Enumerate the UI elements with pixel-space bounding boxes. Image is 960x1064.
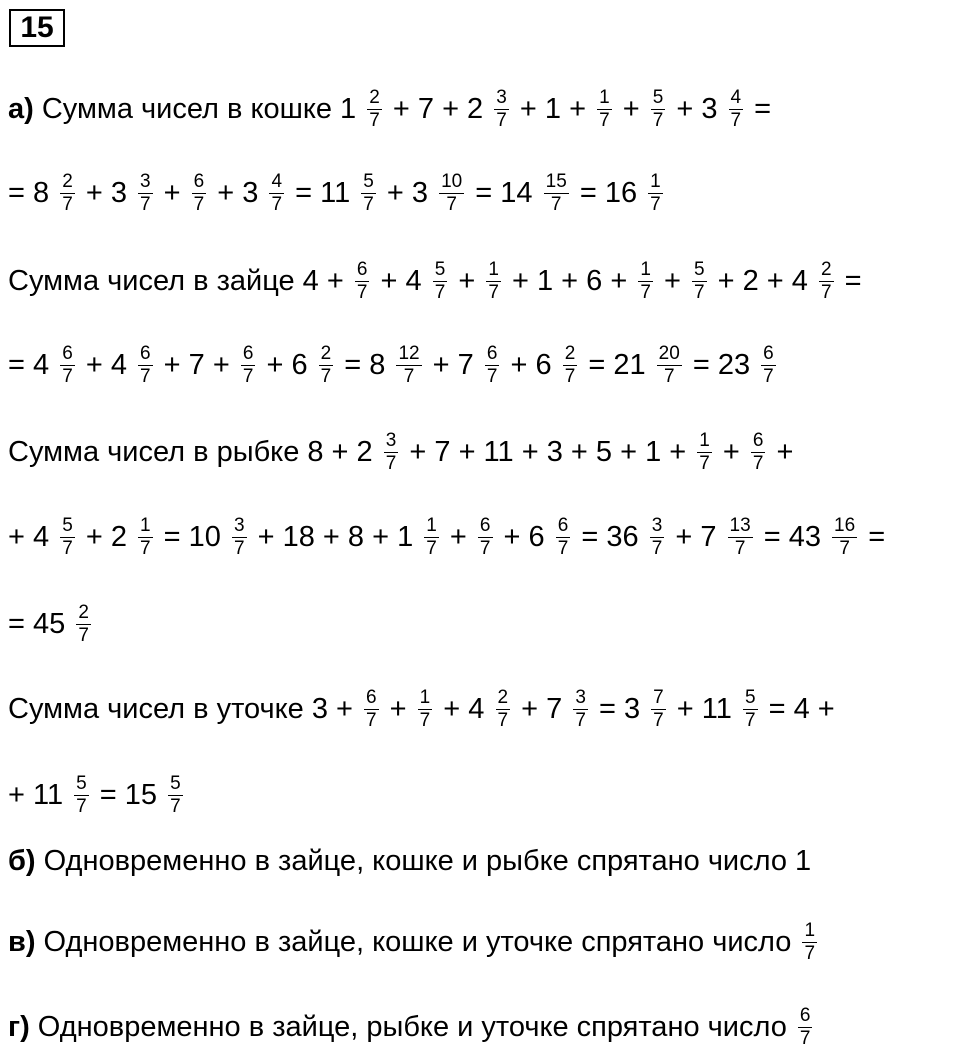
fraction-numerator: 12 (398, 342, 420, 364)
expression-text: + 11 (8, 778, 72, 811)
expression-text: = 4 + (760, 692, 835, 725)
fraction-denominator: 7 (479, 537, 491, 559)
expression-text: = 14 (467, 176, 541, 209)
fraction-numerator: 2 (369, 86, 380, 108)
expression-text: = 23 (684, 348, 759, 381)
fraction-denominator: 7 (839, 537, 850, 559)
fraction (138, 515, 153, 560)
expression-text: + 3 (209, 176, 267, 209)
fraction-numerator: 6 (140, 342, 151, 364)
fraction-denominator: 7 (557, 537, 569, 559)
fraction-denominator: 7 (496, 109, 507, 131)
fraction-denominator: 7 (385, 452, 397, 474)
fraction-denominator: 7 (419, 709, 431, 731)
expression-text: + 7 (667, 520, 725, 553)
fraction-denominator: 7 (140, 365, 151, 387)
fraction-numerator: 6 (479, 514, 491, 536)
fraction-denominator: 7 (76, 795, 87, 817)
fraction-denominator: 7 (434, 281, 446, 303)
fraction (319, 343, 334, 388)
expression-text: + 2 (77, 520, 136, 553)
fraction-numerator: 6 (486, 342, 498, 364)
expression-text: = 10 (155, 520, 229, 553)
fraction-numerator: 5 (363, 170, 374, 192)
fraction (269, 171, 284, 216)
fraction-numerator: 3 (651, 514, 663, 536)
fraction (355, 259, 370, 304)
fraction-denominator: 7 (744, 709, 756, 731)
fraction (168, 773, 183, 818)
fraction-denominator: 7 (242, 365, 254, 387)
expression-text: + (381, 692, 415, 725)
fraction (361, 171, 376, 216)
expression-text: + 6 (502, 348, 560, 381)
expression-text: Одновременно в зайце, кошке и рыбке спрятано число 1 (35, 844, 812, 877)
fraction-denominator: 7 (804, 942, 816, 964)
expression-text: + 1 + (511, 92, 595, 125)
fraction-numerator: 1 (419, 686, 431, 708)
expression-text: = 43 (755, 520, 830, 553)
expression-text: = 15 (91, 778, 166, 811)
fraction (60, 171, 75, 216)
item-label: в) (8, 925, 36, 958)
fraction (478, 515, 493, 560)
fraction-numerator: 6 (62, 342, 73, 364)
fraction-denominator: 7 (356, 281, 368, 303)
fraction-numerator: 5 (170, 772, 181, 794)
fraction (819, 259, 834, 304)
fraction-denominator: 7 (650, 193, 661, 215)
fraction (76, 602, 91, 647)
fraction-numerator: 5 (62, 514, 73, 536)
fraction-numerator: 6 (752, 429, 764, 451)
fraction-numerator: 3 (140, 170, 151, 192)
fraction-numerator: 6 (356, 258, 368, 280)
fraction-denominator: 7 (140, 537, 151, 559)
fraction (832, 515, 857, 560)
fraction (433, 259, 448, 304)
expression-text: + 6 (258, 348, 316, 381)
fraction (651, 687, 666, 732)
fraction-numerator: 4 (730, 86, 742, 108)
fraction (597, 87, 612, 132)
fraction (424, 515, 439, 560)
fraction-numerator: 2 (820, 258, 832, 280)
fraction (60, 343, 75, 388)
expression-text: + 2 + 4 (709, 264, 816, 297)
fraction-denominator: 7 (62, 193, 73, 215)
expression-text: = 3 (590, 692, 649, 725)
expression-text: = 8 (336, 348, 394, 381)
fraction-denominator: 7 (193, 193, 205, 215)
expression-text: = 11 (287, 176, 359, 209)
fraction (651, 87, 666, 132)
fraction (638, 259, 653, 304)
expression-text: = 21 (580, 348, 654, 381)
fraction-numerator: 3 (575, 686, 586, 708)
fraction-denominator: 7 (734, 537, 746, 559)
fraction-numerator: 3 (233, 514, 245, 536)
expression-text: + 18 + 8 + 1 (249, 520, 422, 553)
fraction-denominator: 7 (693, 281, 705, 303)
fraction (692, 259, 707, 304)
fraction-denominator: 7 (763, 365, 774, 387)
expression-text: + 4 (372, 264, 430, 297)
expression-text: + 7 + 11 + 3 + 5 + 1 + (401, 435, 695, 468)
fraction (138, 171, 153, 216)
fraction-numerator: 6 (799, 1004, 811, 1026)
line-a-cat-sum-continued (8, 163, 666, 223)
fraction-denominator: 7 (820, 281, 832, 303)
expression-text: = 4 (8, 348, 58, 381)
line-fish-sum-result (8, 594, 94, 654)
fraction-numerator: 6 (763, 342, 774, 364)
fraction-numerator: 16 (834, 514, 856, 536)
fraction (494, 87, 509, 132)
expression-text: + (714, 435, 748, 468)
expression-text: + 11 (668, 692, 740, 725)
expression-text: + 3 (378, 176, 437, 209)
line-a-cat-sum (8, 79, 771, 139)
fraction-numerator: 3 (496, 86, 507, 108)
fraction-numerator: 1 (804, 919, 816, 941)
expression-text: = 16 (571, 176, 646, 209)
expression-text: + (768, 435, 794, 468)
expression-text: + 7 (424, 348, 482, 381)
fraction-denominator: 7 (652, 109, 664, 131)
line-hare-sum (8, 251, 862, 311)
line-duck-sum-continued (8, 765, 186, 825)
fraction-denominator: 7 (488, 281, 499, 303)
fraction-denominator: 7 (752, 452, 764, 474)
fraction-denominator: 7 (369, 109, 380, 131)
expression-text: Сумма чисел в кошке 1 (33, 92, 365, 125)
fraction (367, 87, 382, 132)
fraction-denominator: 7 (62, 537, 73, 559)
fraction (485, 343, 500, 388)
fraction-numerator: 1 (140, 514, 151, 536)
fraction (439, 171, 464, 216)
expression-text: = (836, 264, 862, 297)
fraction (573, 687, 588, 732)
fraction (802, 920, 817, 965)
fraction (697, 430, 712, 475)
fraction-numerator: 6 (193, 170, 205, 192)
fraction-denominator: 7 (170, 795, 181, 817)
expression-text: + 3 (668, 92, 726, 125)
expression-text: = 36 (573, 520, 647, 553)
fraction (241, 343, 256, 388)
fraction-denominator: 7 (640, 281, 651, 303)
fraction-numerator: 1 (426, 514, 437, 536)
fraction-numerator: 5 (693, 258, 705, 280)
fraction-numerator: 5 (434, 258, 446, 280)
fraction-denominator: 7 (550, 193, 562, 215)
expression-text: Одновременно в зайце, кошке и уточке спрятано число (35, 925, 800, 958)
item-label: б) (8, 844, 36, 877)
fraction-denominator: 7 (575, 709, 586, 731)
fraction-numerator: 1 (650, 170, 661, 192)
fraction (743, 687, 758, 732)
expression-text: + 4 (77, 348, 136, 381)
fraction-numerator: 4 (271, 170, 283, 192)
expression-text: + (441, 520, 475, 553)
fraction-numerator: 2 (497, 686, 509, 708)
expression-text: + 7 + (155, 348, 238, 381)
fraction (798, 1005, 813, 1050)
fraction (751, 430, 766, 475)
task-number-box: 15 (9, 9, 65, 47)
fraction-numerator: 1 (599, 86, 610, 108)
fraction (74, 773, 89, 818)
fraction (384, 430, 399, 475)
expression-text: + 7 + 2 (384, 92, 492, 125)
fraction (657, 343, 682, 388)
expression-text: = 8 (8, 176, 58, 209)
fraction-numerator: 10 (441, 170, 463, 192)
fraction (418, 687, 433, 732)
fraction-denominator: 7 (233, 537, 245, 559)
line-g-answer (8, 997, 815, 1057)
fraction (486, 259, 501, 304)
expression-text: = (860, 520, 886, 553)
fraction-numerator: 2 (62, 170, 73, 192)
fraction-denominator: 7 (426, 537, 437, 559)
expression-text: + (450, 264, 484, 297)
fraction (650, 515, 665, 560)
expression-text: + 4 (435, 692, 493, 725)
expression-text: + 7 (513, 692, 571, 725)
expression-text: + (614, 92, 648, 125)
fraction-denominator: 7 (653, 709, 664, 731)
fraction-numerator: 5 (744, 686, 756, 708)
fraction-denominator: 7 (271, 193, 283, 215)
fraction (761, 343, 776, 388)
fraction-numerator: 6 (366, 686, 377, 708)
expression-text: + 4 (8, 520, 58, 553)
fraction-denominator: 7 (486, 365, 498, 387)
fraction-denominator: 7 (403, 365, 415, 387)
fraction-numerator: 1 (488, 258, 499, 280)
fraction-numerator: 20 (658, 342, 680, 364)
fraction-denominator: 7 (799, 1027, 811, 1049)
fraction-numerator: 15 (545, 170, 567, 192)
fraction-denominator: 7 (564, 365, 576, 387)
line-hare-sum-continued (8, 335, 779, 395)
fraction-denominator: 7 (446, 193, 457, 215)
fraction-denominator: 7 (651, 537, 663, 559)
fraction-numerator: 1 (699, 429, 710, 451)
fraction-denominator: 7 (599, 109, 610, 131)
fraction-numerator: 6 (557, 514, 569, 536)
fraction (60, 515, 75, 560)
fraction (729, 87, 744, 132)
expression-text: + 1 + 6 + (503, 264, 636, 297)
line-fish-sum (8, 422, 793, 482)
fraction-denominator: 7 (78, 624, 89, 646)
fraction-numerator: 5 (652, 86, 664, 108)
fraction-denominator: 7 (730, 109, 742, 131)
expression-text: + 3 (77, 176, 136, 209)
fraction-numerator: 5 (76, 772, 87, 794)
expression-text: + (155, 176, 189, 209)
line-duck-sum (8, 679, 835, 739)
expression-text: + 6 (495, 520, 553, 553)
fraction-numerator: 2 (78, 601, 89, 623)
expression-text: Сумма чисел в зайце 4 + (8, 264, 352, 297)
expression-text: = (746, 92, 772, 125)
fraction-numerator: 7 (653, 686, 664, 708)
fraction (138, 343, 153, 388)
expression-text: Одновременно в зайце, рыбке и уточке спрятано число (29, 1010, 795, 1043)
fraction-denominator: 7 (366, 709, 377, 731)
fraction-denominator: 7 (497, 709, 509, 731)
fraction-numerator: 2 (564, 342, 576, 364)
fraction (556, 515, 571, 560)
expression-text: Сумма чисел в уточке 3 + (8, 692, 362, 725)
fraction-numerator: 6 (242, 342, 254, 364)
fraction-numerator: 3 (385, 429, 397, 451)
fraction-denominator: 7 (320, 365, 332, 387)
fraction (544, 171, 569, 216)
fraction-denominator: 7 (62, 365, 73, 387)
fraction-numerator: 1 (640, 258, 651, 280)
fraction (192, 171, 207, 216)
fraction (496, 687, 511, 732)
item-label: а) (8, 92, 34, 125)
fraction (364, 687, 379, 732)
line-fish-sum-continued (8, 507, 885, 567)
fraction (728, 515, 753, 560)
expression-text: Сумма чисел в рыбке 8 + 2 (8, 435, 381, 468)
line-b-answer (8, 831, 811, 891)
fraction-denominator: 7 (140, 193, 151, 215)
fraction (396, 343, 421, 388)
fraction-numerator: 2 (320, 342, 332, 364)
expression-text: = 45 (8, 607, 74, 640)
item-label: г) (8, 1010, 30, 1043)
line-v-answer (8, 912, 820, 972)
fraction-denominator: 7 (663, 365, 675, 387)
fraction-denominator: 7 (699, 452, 710, 474)
fraction-numerator: 13 (729, 514, 751, 536)
fraction (648, 171, 663, 216)
expression-text: + (655, 264, 689, 297)
fraction (563, 343, 578, 388)
fraction-denominator: 7 (363, 193, 374, 215)
fraction (232, 515, 247, 560)
